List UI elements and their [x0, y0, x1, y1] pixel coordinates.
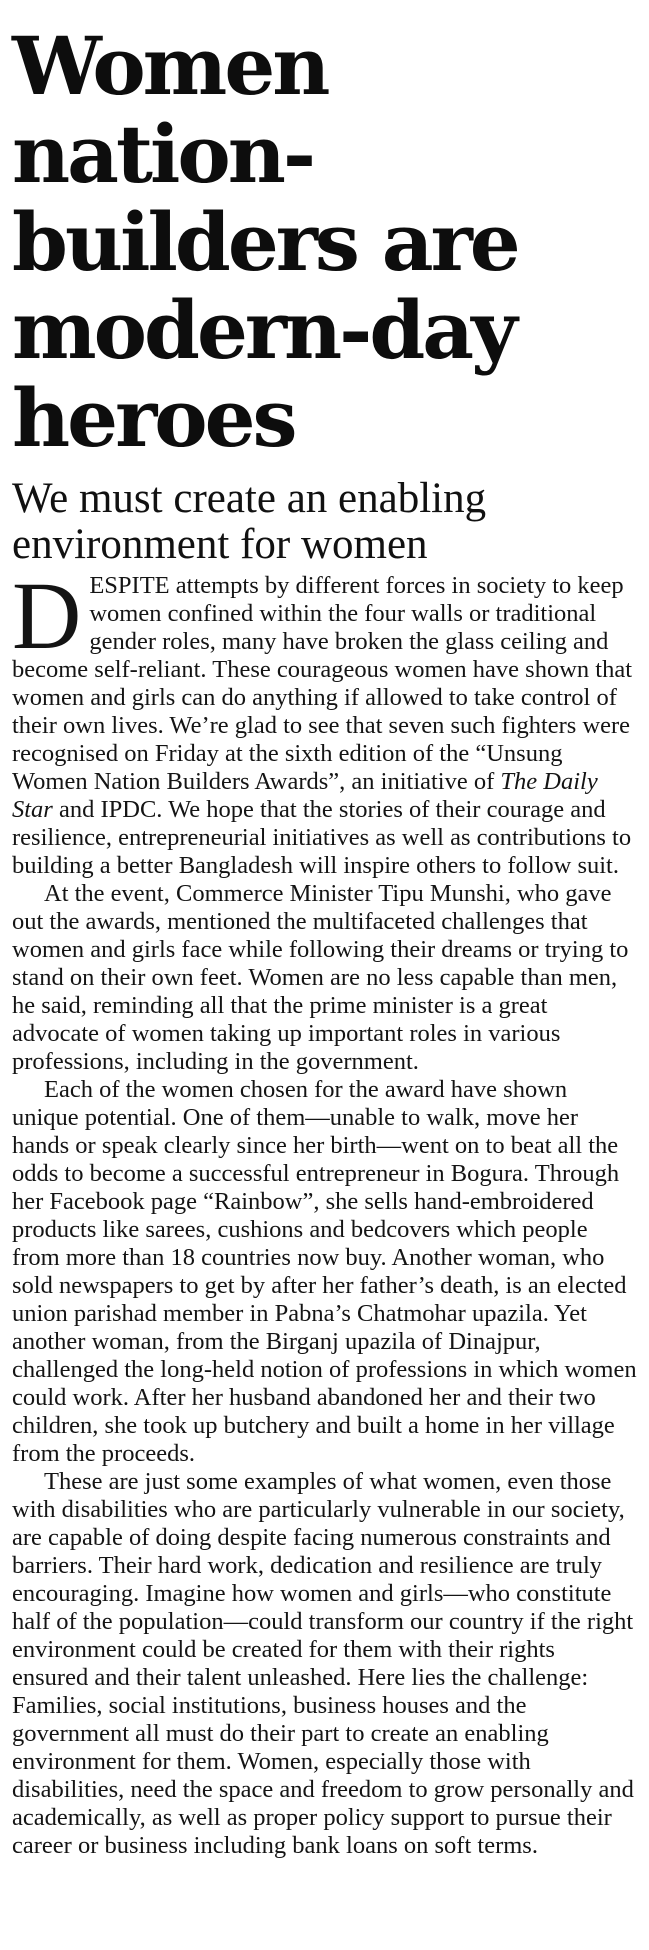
paragraph-1-text-b: and IPDC. We hope that the stories of their courage and resilience, entrepreneurial initiatives as well as contributions to building a better Bangladesh will inspire others to follow suit.: [12, 796, 632, 879]
headline: Women nation-builders are modern-day heroes: [12, 19, 518, 465]
paragraph-2: At the event, Commerce Minister Tipu Munshi, who gave out the awards, mentioned the multifaceted challenges that women and girls face while following their dreams or trying to stand on their own feet. Women are no less capable than men, he said, reminding all that the prime minister is a great advocate of women taking up important roles in various professions, including in the government.: [12, 880, 629, 1075]
paragraph-3: Each of the women chosen for the award have shown unique potential. One of them—unable to walk, move her hands or speak clearly since her birth—went on to beat all the odds to become a successful entrepreneur in Bogura. Through her Facebook page “Rainbow”, she sells hand-embroidered products like sarees, cushions and bedcovers which people from more than 18 countries now buy. Another woman, who sold newspapers to get by after her father’s death, is an elected union parishad member in Pabna’s Chatmohar upazila. Yet another woman, from the Birganj upazila of Dinajpur, challenged the long-held notion of professions in which women could work. After her husband abandoned her and their two children, she took up butchery and built a home in her village from the proceeds.: [12, 1076, 637, 1467]
paragraph-1-text-a: attempts by different forces in society to keep women confined within the four walls or traditional gender roles, many have broken the glass ceiling and become self-reliant. These courageous women have shown that women and girls can do anything if allowed to take control of their own lives. We’re glad to see that seven such fighters were recognised on Friday at the sixth edition of the “Unsung Women Nation Builders Awards”, an initiative of: [12, 572, 633, 795]
article-body: [12, 562, 637, 1860]
publication-name: The Daily Star: [12, 768, 598, 823]
paragraph-4: These are just some examples of what women, even those with disabilities who are particularly vulnerable in our society, are capable of doing despite facing numerous constraints and barriers. Their hard work, dedication and resilience are truly encouraging. Imagine how women and girls—who constitute half of the population—could transform our country if the right environment could be created for them with their rights ensured and their talent unleashed. Here lies the challenge: Families, social institutions, business houses and the government all must do their part to create an enabling environment for them. Women, especially those with disabilities, need the space and freedom to grow personally and academically, as well as proper policy support to pursue their career or business including bank loans on soft terms.: [12, 1468, 634, 1859]
subheadline: We must create an enabling environment for women: [12, 475, 487, 568]
lead-word: ESPITE: [89, 572, 170, 599]
drop-cap: D: [12, 562, 82, 669]
paragraph-1: [12, 562, 637, 880]
